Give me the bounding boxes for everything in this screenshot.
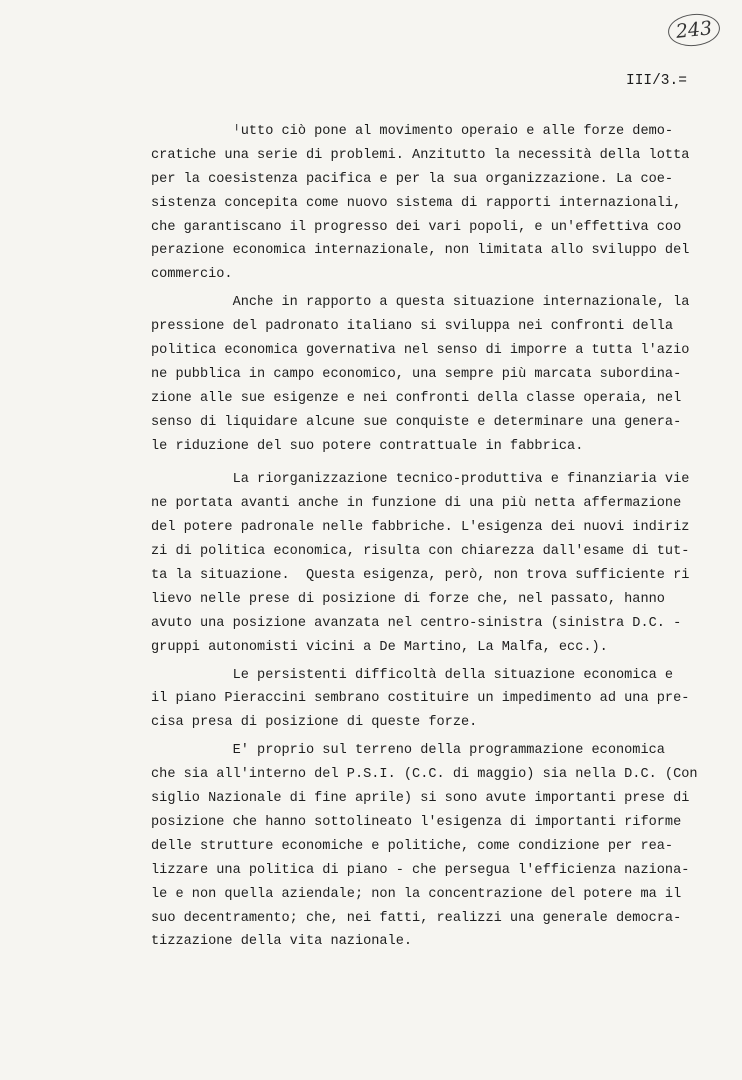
text-line: ᴵutto ciò pone al movimento operaio e alle forze demo-	[151, 124, 674, 139]
text-line: Anche in rapporto a questa situazione internazionale, la	[151, 295, 690, 311]
text-line: ne pubblica in campo economico, una sempre più marcata subordina-	[151, 366, 682, 382]
paragraph	[151, 291, 711, 458]
text-line: gruppi autonomisti vicini a De Martino, La Malfa, ecc.).	[151, 639, 608, 655]
paragraph	[151, 468, 711, 659]
text-line: delle strutture economiche e politiche, come condizione per rea-	[151, 838, 674, 854]
text-line: il piano Pieraccini sembrano costituire un impedimento ad una pre-	[151, 691, 690, 707]
text-line: sistenza concepita come nuovo sistema di rapporti internazionali,	[151, 195, 682, 211]
text-line: tizzazione della vita nazionale.	[151, 934, 413, 950]
text-line: posizione che hanno sottolineato l'esigenza di importanti riforme	[151, 814, 682, 830]
text-line: avuto una posizione avanzata nel centro-sinistra (sinistra D.C. -	[151, 615, 682, 631]
text-line: del potere padronale nelle fabbriche. L'esigenza dei nuovi indiriz	[151, 520, 690, 536]
text-line: lizzare una politica di piano - che persegua l'efficienza naziona-	[151, 862, 690, 878]
text-line: che garantiscano il progresso dei vari popoli, e un'effettiva coo	[151, 219, 682, 235]
text-line: per la coesistenza pacifica e per la sua organizzazione. La coe-	[151, 171, 674, 187]
paragraph	[151, 664, 711, 736]
text-line: perazione economica internazionale, non limitata allo sviluppo del	[151, 243, 690, 259]
text-line: zione alle sue esigenze e nei confronti della classe operaia, nel	[151, 390, 682, 406]
text-line: siglio Nazionale di fine aprile) si sono avute importanti prese di	[151, 791, 690, 807]
page-reference: III/3.=	[626, 73, 687, 89]
document-body	[151, 120, 711, 954]
text-line: senso di liquidare alcune sue conquiste e determinare una genera-	[151, 414, 682, 430]
paragraph	[151, 120, 711, 287]
text-line: cratiche una serie di problemi. Anzitutto la necessità della lotta	[151, 147, 690, 163]
text-line: ne portata avanti anche in funzione di una più netta affermazione	[151, 496, 682, 512]
text-line: ta la situazione. Questa esigenza, però, non trova sufficiente ri	[151, 568, 690, 584]
text-line: E' proprio sul terreno della programmazione economica	[151, 743, 665, 759]
text-line: suo decentramento; che, nei fatti, realizzi una generale democra-	[151, 910, 682, 926]
text-line: lievo nelle prese di posizione di forze che, nel passato, hanno	[151, 591, 665, 607]
text-line: pressione del padronato italiano si sviluppa nei confronti della	[151, 319, 674, 335]
page-number-stamp: 243	[666, 11, 721, 48]
text-line: La riorganizzazione tecnico-produttiva e finanziaria vie	[151, 472, 690, 488]
text-line: che sia all'interno del P.S.I. (C.C. di maggio) sia nella D.C. (Con	[151, 767, 698, 783]
text-line: politica economica governativa nel senso di imporre a tutta l'azio	[151, 343, 690, 359]
text-line: Le persistenti difficoltà della situazione economica e	[151, 667, 674, 683]
text-line: commercio.	[151, 267, 233, 283]
text-line: cisa presa di posizione di queste forze.	[151, 715, 478, 731]
text-line: le e non quella aziendale; non la concentrazione del potere ma il	[151, 886, 682, 902]
text-line: zi di politica economica, risulta con chiarezza dall'esame di tut-	[151, 544, 690, 560]
paragraph	[151, 739, 711, 954]
text-line: le riduzione del suo potere contrattuale in fabbrica.	[151, 438, 584, 454]
